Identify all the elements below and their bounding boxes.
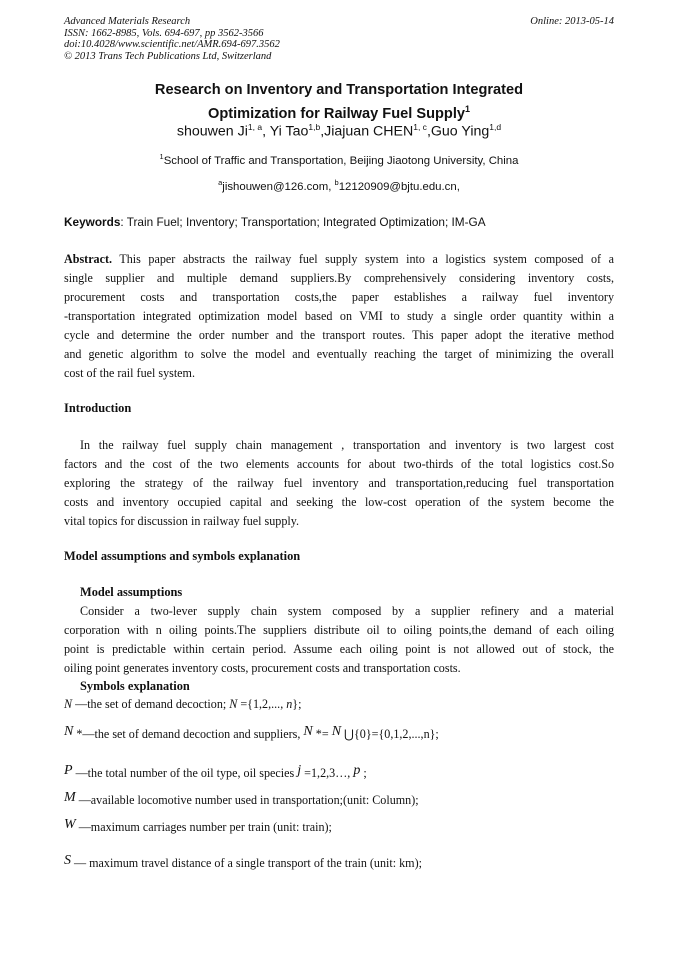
assumptions-paragraph: [64, 602, 614, 678]
symbol-P: [64, 763, 367, 782]
sym-desc: ;: [360, 766, 367, 780]
sym-star: *: [73, 727, 83, 741]
sym-desc: —available locomotive number used in transportation;(unit: Column);: [75, 793, 419, 807]
abstract-text: This paper abstracts the railway fuel supply system into a logistics system composed of a: [112, 252, 614, 266]
keywords: [64, 215, 486, 229]
introduction-paragraph: [64, 436, 614, 531]
sym-desc: — maximum travel distance of a single transport of the train (unit: km);: [71, 856, 422, 870]
author-name: shouwen Ji: [176, 123, 248, 140]
sym-desc: {0}={0,1,2,...,n};: [353, 727, 439, 741]
sym-var: N: [331, 724, 342, 739]
affiliation-text: School of Traffic and Transportation, Beijing Jiaotong University, China: [163, 154, 519, 167]
model-section-heading: Model assumptions and symbols explanation: [64, 549, 301, 563]
keywords-text: : Train Fuel; Inventory; Transportation; Integrated Optimization; IM-GA: [120, 215, 486, 229]
sym-var: j: [297, 763, 302, 778]
affiliation-sup: 1: [159, 152, 164, 161]
sym-var: S: [64, 853, 71, 868]
assumption-line: corporation with n oiling points.The suppliers distribute oil to oiling points,the demand of each oiling: [64, 623, 614, 637]
author-sup: 1,b: [308, 122, 321, 132]
sym-var: N: [303, 724, 313, 739]
sym-desc: =1,2,3…,: [301, 766, 354, 780]
symbol-S: [64, 853, 422, 872]
sym-var: P: [64, 763, 73, 778]
sym-desc: —the set of demand decoction and suppliers,: [82, 727, 304, 741]
introduction-heading: Introduction: [64, 401, 132, 415]
doi-line: doi:10.4028/www.scientific.net/AMR.694-697.3562: [64, 39, 280, 51]
intro-line: factors and the cost of the two elements accounts for about two-thirds of the total logistics cost.So: [64, 457, 614, 471]
keywords-label: Keywords: [64, 215, 121, 229]
abstract-label: Abstract.: [64, 252, 113, 266]
online-date: Online: 2013-05-14: [530, 16, 614, 27]
abstract-line: and genetic algorithm to solve the model and eventually reaching the target of minimizing the overall: [64, 347, 614, 361]
assumption-line: oiling point generates inventory costs, procurement costs and transportation costs.: [64, 661, 461, 675]
email-b: 12120909@bjtu.edu.cn,: [338, 180, 460, 193]
model-assumptions-heading: Model assumptions: [80, 585, 183, 599]
sym-desc: *=: [312, 727, 332, 741]
journal-name: Advanced Materials Research: [64, 16, 191, 27]
email-sup-a: a: [218, 178, 223, 187]
sym-var: N: [64, 697, 73, 711]
paper-title-line-1: Research on Inventory and Transportation Integrated: [154, 82, 524, 98]
abstract-line: -transportation integrated optimization model based on VMI to study a single order quantity within a: [64, 309, 614, 323]
author-list: [0, 122, 678, 140]
author-sup: 1, c: [413, 122, 427, 132]
copyright-line: © 2013 Trans Tech Publications Ltd, Switzerland: [64, 50, 272, 62]
symbol-N: [64, 697, 301, 712]
intro-line: exploring the strategy of the railway fuel inventory and transportation,reducing fuel transportation: [64, 476, 614, 490]
paper-title-line-2: [0, 100, 678, 124]
abstract-line: single supplier and multiple demand suppliers.By comprehensively considering inventory costs,: [64, 271, 614, 285]
abstract-line: [64, 250, 614, 269]
sym-desc: ={1,2,...,: [237, 697, 287, 711]
intro-line: vital topics for discussion in railway fuel supply.: [64, 514, 300, 528]
email-line: [0, 178, 678, 193]
issn-line: ISSN: 1662-8985, Vols. 694-697, pp 3562-3566: [64, 27, 264, 39]
abstract-line: procurement costs and transportation costs,the paper establishes a railway fuel inventory: [64, 290, 614, 304]
abstract-line: cycle and determine the order number and the transport routes. This paper adopt the iterative method: [64, 328, 614, 342]
assumption-line: point is predictable within certain period. Assume each oiling point is not allowed out of stock, the: [64, 642, 614, 656]
symbol-W: [64, 817, 332, 836]
symbol-N-star: [64, 724, 439, 743]
symbol-M: [64, 790, 419, 809]
sym-var: n: [286, 697, 293, 711]
abstract-paragraph: [64, 250, 614, 383]
sym-desc: —the total number of the oil type, oil species: [72, 766, 298, 780]
paper-title-text: Optimization for Railway Fuel Supply: [207, 105, 466, 122]
sym-desc: —the set of demand decoction;: [72, 697, 230, 711]
intro-line: In the railway fuel supply chain management , transportation and inventory is two largest cost: [80, 438, 614, 452]
author-name: , Yi Tao: [262, 123, 309, 140]
symbols-heading: Symbols explanation: [80, 679, 190, 693]
email-a: jishouwen@126.com,: [222, 180, 335, 193]
sym-var: M: [64, 790, 76, 805]
union-symbol: ⋃: [341, 727, 354, 741]
assumption-line: Consider a two-lever supply chain system composed by a supplier refinery and a material: [80, 604, 614, 618]
author-sup: 1, a: [247, 122, 263, 132]
sym-var: N: [229, 697, 238, 711]
author-name: ,Jiajuan CHEN: [320, 123, 414, 140]
affiliation: [0, 152, 678, 167]
sym-var: p: [353, 763, 361, 778]
author-name: ,Guo Ying: [426, 123, 490, 140]
title-footnote-mark: 1: [465, 104, 471, 114]
sym-var: N: [64, 724, 74, 739]
abstract-line: cost of the rail fuel system.: [64, 366, 195, 380]
author-sup: 1,d: [489, 122, 502, 132]
intro-line: costs and inventory occupied capital and seeking the low-cost operation of the system become the: [64, 495, 614, 509]
sym-desc: };: [292, 697, 302, 711]
sym-desc: —maximum carriages number per train (unit: train);: [75, 820, 332, 834]
email-sup-b: b: [334, 178, 339, 187]
sym-var: W: [64, 817, 76, 832]
